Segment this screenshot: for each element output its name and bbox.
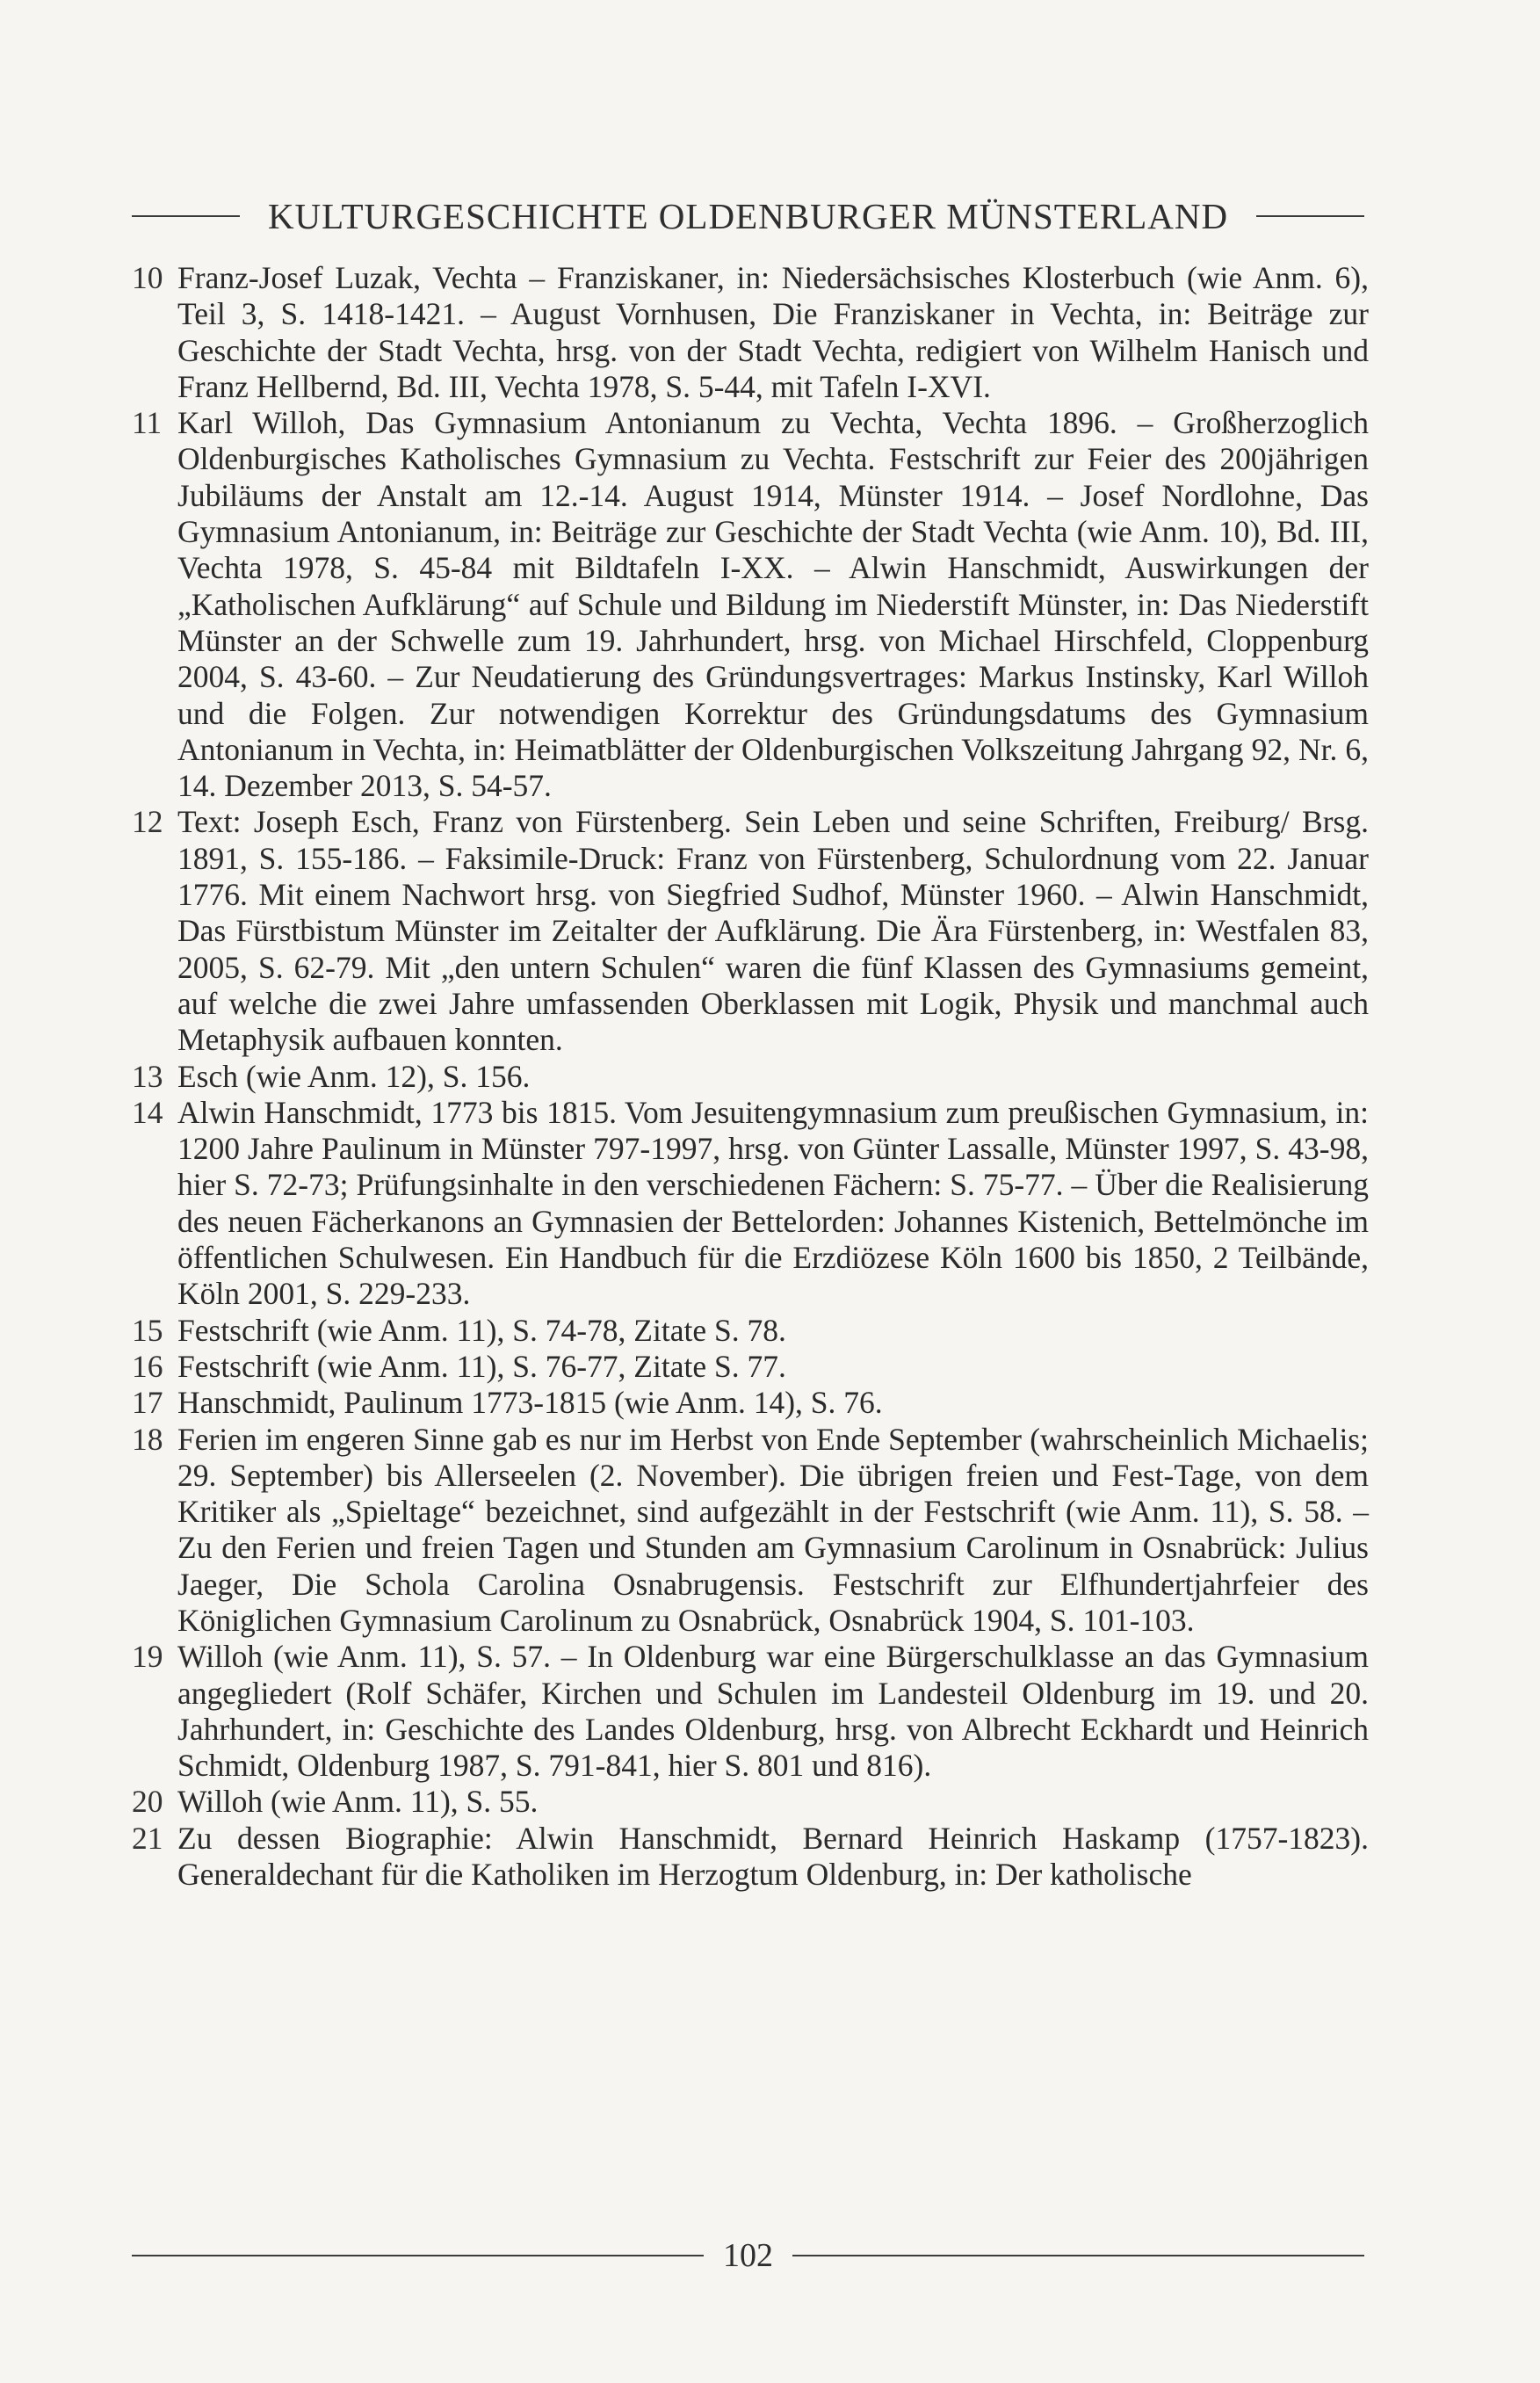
endnote-number: 16 — [132, 1348, 163, 1384]
endnote-number: 14 — [132, 1094, 163, 1130]
endnote-text: Willoh (wie Anm. 11), S. 57. – In Oldenburg war eine Bürgerschulklasse an das Gymnasium angegliedert (Rolf Schäfer, Kirchen und Schulen im Landesteil Oldenburg im 19. und 20. Jahrhundert, in: Geschichte des Landes Oldenburg, hrsg. von Albrecht Eckhardt und Heinrich Schmidt, Oldenburg 1987, S. 791-841, hier S. 801 und 816). — [177, 1639, 1369, 1784]
endnote-number: 13 — [132, 1058, 163, 1094]
endnote — [132, 260, 1369, 405]
endnote-text: Esch (wie Anm. 12), S. 156. — [177, 1058, 531, 1094]
endnote-text: Festschrift (wie Anm. 11), S. 76-77, Zitate S. 77. — [177, 1348, 786, 1384]
endnote-number: 10 — [132, 260, 163, 295]
endnote — [132, 1059, 1369, 1095]
footer-rule-left — [132, 2255, 704, 2256]
endnote — [132, 1385, 1369, 1421]
endnote-text: Hanschmidt, Paulinum 1773-1815 (wie Anm. 14), S. 76. — [177, 1385, 883, 1421]
endnote-text: Karl Willoh, Das Gymnasium Antonianum zu Vechta, Vechta 1896. – Großherzoglich Oldenburgisches Katholisches Gymnasium zu Vechta. Festschrift zur Feier des 200jährigen Jubiläums der Anstalt am 12.-14. August 1914, Münster 1914. – Josef Nordlohne, Das Gymnasium Antonianum, in: Beiträge zur Geschichte der Stadt Vechta (wie Anm. 10), Bd. III, Vechta 1978, S. 45-84 mit Bildtafeln I-XX. – Alwin Hanschmidt, Auswirkungen der „Katholischen Aufklärung“ auf Schule und Bildung im Niederstift Münster, in: Das Niederstift Münster an der Schwelle zum 19. Jahrhundert, hrsg. von Michael Hirschfeld, Cloppenburg 2004, S. 43-60. – Zur Neudatierung des Gründungsvertrages: Markus Instinsky, Karl Willoh und die Folgen. Zur notwendigen Korrektur des Gründungsdatums des Gymnasium Antonianum in Vechta, in: Heimatblätter der Oldenburgischen Volkszeitung Jahrgang 92, Nr. 6, 14. Dezember 2013, S. 54-57. — [177, 405, 1369, 804]
header-title: KULTURGESCHICHTE OLDENBURGER MÜNSTERLAND — [267, 196, 1229, 236]
endnote-number: 11 — [132, 405, 163, 441]
endnote-text: Zu dessen Biographie: Alwin Hanschmidt, Bernard Heinrich Haskamp (1757-1823). Generaldechant für die Katholiken im Herzogtum Oldenburg, in: Der katholische — [177, 1820, 1369, 1893]
endnote — [132, 804, 1369, 1058]
endnote — [132, 1821, 1369, 1894]
header-rule-left — [132, 215, 240, 217]
endnote-number: 18 — [132, 1421, 163, 1457]
endnote-text: Festschrift (wie Anm. 11), S. 74-78, Zitate S. 78. — [177, 1312, 786, 1348]
endnote-number: 21 — [132, 1820, 163, 1856]
running-header — [132, 195, 1364, 237]
endnote — [132, 1349, 1369, 1385]
page-footer — [132, 2236, 1364, 2275]
footer-rule-right — [792, 2255, 1364, 2256]
endnote — [132, 1095, 1369, 1313]
endnote-number: 15 — [132, 1312, 163, 1348]
endnote — [132, 1784, 1369, 1820]
endnote-text: Alwin Hanschmidt, 1773 bis 1815. Vom Jesuitengymnasium zum preußischen Gymnasium, in: 1200 Jahre Paulinum in Münster 797-1997, hrsg. von Günter Lassalle, Münster 1997, S. 43-98, hier S. 72-73; Prüfungsinhalte in den verschiedenen Fächern: S. 75-77. – Über die Realisierung des neuen Fächerkanons an Gymnasien der Bettelorden: Johannes Kistenich, Bettelmönche im öffentlichen Schulwesen. Ein Handbuch für die Erzdiözese Köln 1600 bis 1850, 2 Teilbände, Köln 2001, S. 229-233. — [177, 1094, 1369, 1312]
endnote — [132, 1422, 1369, 1640]
endnote-number: 17 — [132, 1385, 163, 1421]
endnote-text: Franz-Josef Luzak, Vechta – Franziskaner, in: Niedersächsisches Klosterbuch (wie Anm. 6), Teil 3, S. 1418-1421. – August Vornhusen, Die Franziskaner in Vechta, in: Beiträge zur Geschichte der Stadt Vechta, hrsg. von der Stadt Vechta, redigiert von Wilhelm Hanisch und Franz Hellbernd, Bd. III, Vechta 1978, S. 5-44, mit Tafeln I-XVI. — [177, 260, 1369, 404]
endnote-text: Willoh (wie Anm. 11), S. 55. — [177, 1784, 539, 1820]
endnote-text: Text: Joseph Esch, Franz von Fürstenberg. Sein Leben und seine Schriften, Freiburg/ Brsg. 1891, S. 155-186. – Faksimile-Druck: Franz von Fürstenberg, Schulordnung vom 22. Januar 1776. Mit einem Nachwort hrsg. von Siegfried Sudhof, Münster 1960. – Alwin Hanschmidt, Das Fürstbistum Münster im Zeitalter der Aufklärung. Die Ära Fürstenberg, in: Westfalen 83, 2005, S. 62-79. Mit „den untern Schulen“ waren die fünf Klassen des Gymnasiums gemeint, auf welche die zwei Jahre umfassenden Oberklassen mit Logik, Physik und manchmal auch Metaphysik aufbauen konnten. — [177, 804, 1369, 1058]
endnote-number: 12 — [132, 804, 163, 840]
endnotes-list — [132, 260, 1369, 1893]
endnote-number: 19 — [132, 1639, 163, 1675]
endnote — [132, 1639, 1369, 1784]
page-number: 102 — [723, 2237, 773, 2274]
header-rule-right — [1256, 215, 1364, 217]
endnote — [132, 1313, 1369, 1349]
endnote-text: Ferien im engeren Sinne gab es nur im Herbst von Ende September (wahrscheinlich Michaelis; 29. September) bis Allerseelen (2. November). Die übrigen freien und Fest-Tage, von dem Kritiker als „Spieltage“ bezeichnet, sind aufgezählt in der Festschrift (wie Anm. 11), S. 58. – Zu den Ferien und freien Tagen und Stunden am Gymnasium Carolinum in Osnabrück: Julius Jaeger, Die Schola Carolina Osnabrugensis. Festschrift zur Elfhundertjahrfeier des Königlichen Gymnasium Carolinum zu Osnabrück, Osnabrück 1904, S. 101-103. — [177, 1421, 1369, 1638]
endnote-number: 20 — [132, 1784, 163, 1820]
endnote — [132, 405, 1369, 804]
